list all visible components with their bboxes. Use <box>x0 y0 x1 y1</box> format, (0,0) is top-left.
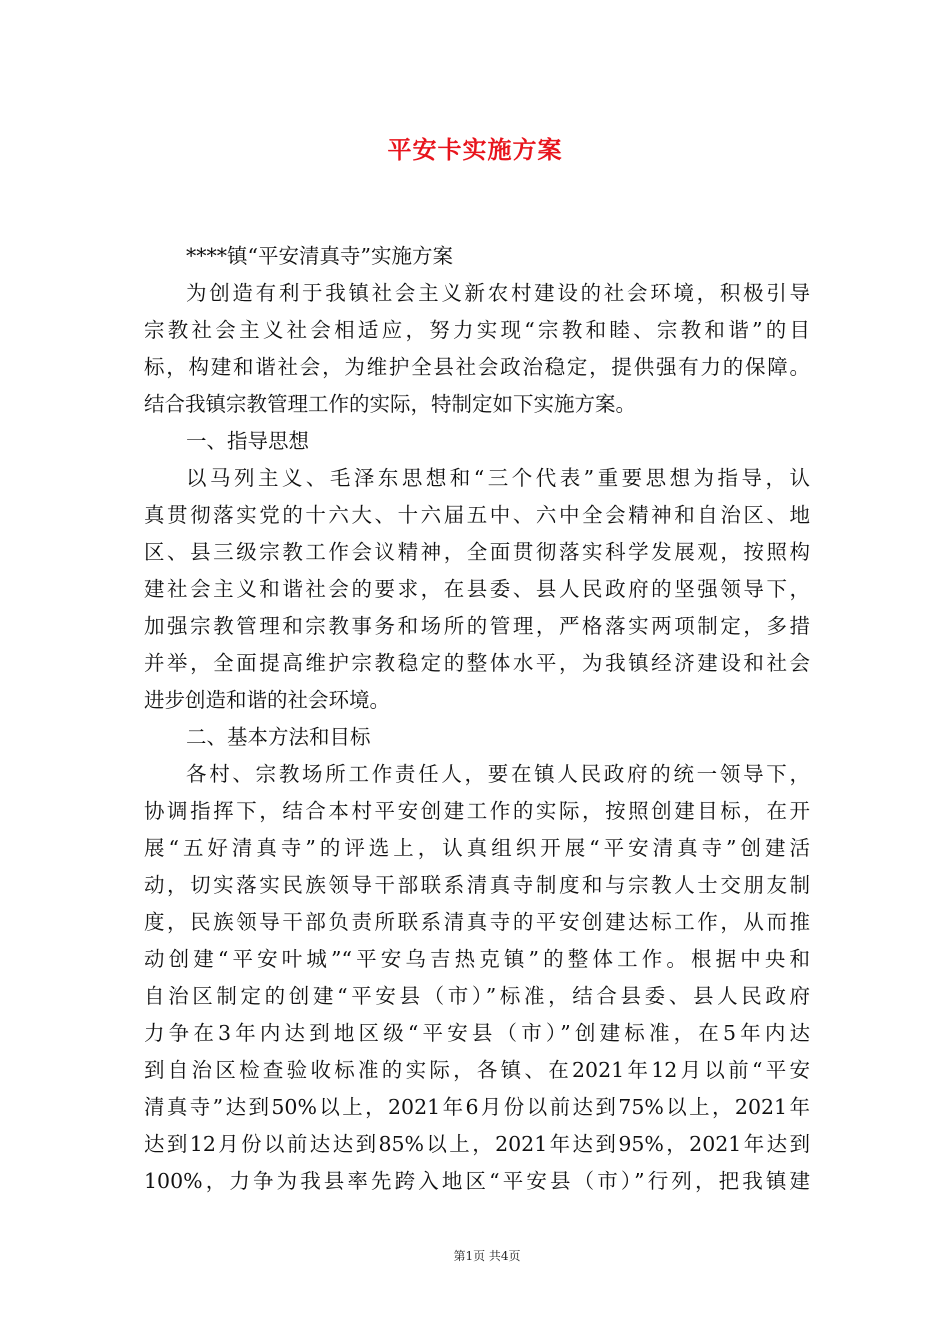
paragraph-line: 加强宗教管理和宗教事务和场所的管理，严格落实两项制定，多措 <box>144 614 810 638</box>
document-body <box>144 238 810 1200</box>
paragraph-line: 为创造有利于我镇社会主义新农村建设的社会环境，积极引导 <box>186 281 810 305</box>
paragraph-line: 协调指挥下，结合本村平安创建工作的实际，按照创建目标，在开 <box>144 799 810 823</box>
paragraph-line: 真贯彻落实党的十六大、十六届五中、六中全会精神和自治区、地 <box>144 503 810 527</box>
paragraph-line: 达到12月份以前达达到85%以上，2021年达到95%，2021年达到 <box>144 1132 810 1156</box>
paragraph-line: 宗教社会主义社会相适应，努力实现“宗教和睦、宗教和谐”的目 <box>144 318 810 342</box>
subtitle-line: ****镇“平安清真寺”实施方案 <box>186 244 453 268</box>
paragraph-line: 并举，全面提高维护宗教稳定的整体水平，为我镇经济建设和社会 <box>144 651 810 675</box>
paragraph-line: 展“五好清真寺”的评选上，认真组织开展“平安清真寺”创建活 <box>144 836 810 860</box>
section-heading: 二、基本方法和目标 <box>186 725 371 749</box>
paragraph-line: 清真寺”达到50%以上，2021年6月份以前达到75%以上，2021年 <box>144 1095 810 1119</box>
paragraph-line: 各村、宗教场所工作责任人，要在镇人民政府的统一领导下， <box>186 762 810 786</box>
section-heading: 一、指导思想 <box>186 429 309 453</box>
paragraph-line: 动创建“平安叶城”“平安乌吉热克镇”的整体工作。根据中央和 <box>144 947 810 971</box>
document-title: 平安卡实施方案 <box>387 135 563 164</box>
paragraph-line: 动，切实落实民族领导干部联系清真寺制度和与宗教人士交朋友制 <box>144 873 810 897</box>
paragraph-line: 力争在3年内达到地区级“平安县（市）”创建标准，在5年内达 <box>144 1021 810 1045</box>
paragraph-line: 建社会主义和谐社会的要求，在县委、县人民政府的坚强领导下， <box>144 577 810 601</box>
paragraph-line: 自治区制定的创建“平安县（市）”标准，结合县委、县人民政府 <box>144 984 810 1008</box>
page-number-footer: 第1页 共4页 <box>453 1249 521 1263</box>
paragraph-line: 标，构建和谐社会，为维护全县社会政治稳定，提供强有力的保障。 <box>144 355 810 379</box>
paragraph-line: 进步创造和谐的社会环境。 <box>144 688 390 712</box>
paragraph-line: 区、县三级宗教工作会议精神，全面贯彻落实科学发展观，按照构 <box>144 540 810 564</box>
paragraph-line: 度，民族领导干部负责所联系清真寺的平安创建达标工作，从而推 <box>144 910 810 934</box>
paragraph-line: 到自治区检查验收标准的实际，各镇、在2021年12月以前“平安 <box>144 1058 810 1082</box>
paragraph-line: 结合我镇宗教管理工作的实际，特制定如下实施方案。 <box>144 392 636 416</box>
paragraph-line: 以马列主义、毛泽东思想和“三个代表”重要思想为指导，认 <box>186 466 810 490</box>
paragraph-line: 100%，力争为我县率先跨入地区“平安县（市）”行列，把我镇建 <box>144 1169 810 1193</box>
